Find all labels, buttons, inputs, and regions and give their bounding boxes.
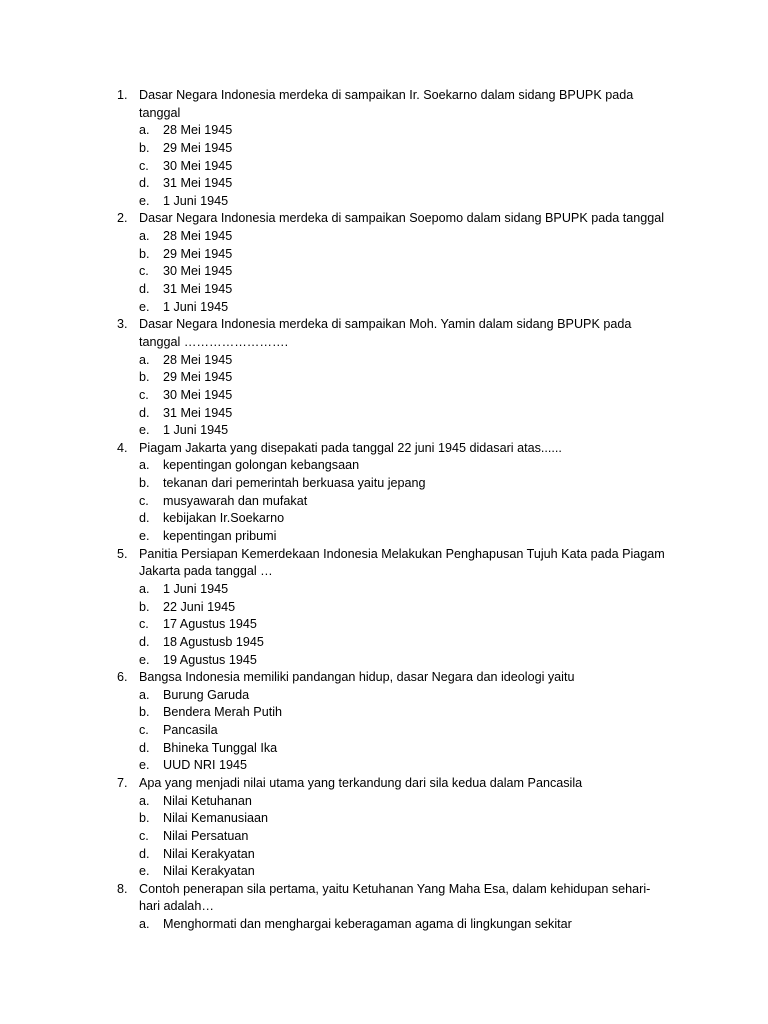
- answer-option: [0, 299, 768, 317]
- answer-option: [0, 193, 768, 211]
- option-letter: a.: [139, 352, 150, 367]
- option-letter: b.: [139, 140, 150, 155]
- answer-option: [0, 175, 768, 193]
- option-letter: c.: [139, 387, 149, 402]
- option-letter: b.: [139, 246, 150, 261]
- option-text: 30 Mei 1945: [163, 158, 233, 173]
- option-text: kepentingan golongan kebangsaan: [163, 458, 360, 473]
- question-text: Panitia Persiapan Kemerdekaan Indonesia Melakukan Penghapusan Tujuh Kata pada Piagam: [139, 546, 665, 561]
- option-letter: e.: [139, 529, 150, 544]
- option-text: 31 Mei 1945: [163, 405, 233, 420]
- question-item: [0, 87, 768, 210]
- question-number: 3.: [117, 317, 128, 332]
- question-line: [0, 881, 768, 899]
- option-text: 30 Mei 1945: [163, 387, 233, 402]
- option-letter: e.: [139, 652, 150, 667]
- question-text: Contoh penerapan sila pertama, yaitu Ketuhanan Yang Maha Esa, dalam kehidupan sehari-: [139, 881, 651, 896]
- question-number: 6.: [117, 670, 128, 685]
- option-text: kebijakan Ir.Soekarno: [163, 511, 285, 526]
- answer-option: [0, 846, 768, 864]
- answer-option: [0, 616, 768, 634]
- option-letter: d.: [139, 405, 150, 420]
- answer-option: [0, 828, 768, 846]
- question-text: Apa yang menjadi nilai utama yang terkandung dari sila kedua dalam Pancasila: [139, 775, 583, 790]
- option-text: Nilai Kemanusiaan: [163, 811, 269, 826]
- question-text: Dasar Negara Indonesia merdeka di sampaikan Ir. Soekarno dalam sidang BPUPK pada: [139, 88, 634, 102]
- question-line: [0, 775, 768, 793]
- question-line: [0, 440, 768, 458]
- option-text: 31 Mei 1945: [163, 282, 233, 297]
- option-letter: a.: [139, 581, 150, 596]
- question-text: Dasar Negara Indonesia merdeka di sampaikan Soepomo dalam sidang BPUPK pada tanggal: [139, 211, 665, 226]
- answer-option: [0, 599, 768, 617]
- question-text: hari adalah…: [139, 899, 214, 914]
- option-letter: b.: [139, 811, 150, 826]
- option-letter: c.: [139, 617, 149, 632]
- answer-option: [0, 722, 768, 740]
- question-item: [0, 546, 768, 669]
- question-line: [0, 210, 768, 228]
- option-text: 29 Mei 1945: [163, 140, 233, 155]
- question-item: [0, 669, 768, 775]
- question-line: [0, 87, 768, 105]
- answer-option: [0, 387, 768, 405]
- answer-option: [0, 369, 768, 387]
- question-number: 5.: [117, 546, 128, 561]
- option-letter: a.: [139, 123, 150, 138]
- question-number: 2.: [117, 211, 128, 226]
- option-letter: c.: [139, 158, 149, 173]
- option-letter: c.: [139, 264, 149, 279]
- question-line: [0, 898, 768, 916]
- answer-option: [0, 652, 768, 670]
- option-text: 31 Mei 1945: [163, 176, 233, 191]
- option-text: UUD NRI 1945: [163, 758, 247, 773]
- option-letter: a.: [139, 793, 150, 808]
- question-line: [0, 105, 768, 123]
- answer-option: [0, 510, 768, 528]
- answer-option: [0, 228, 768, 246]
- option-text: kepentingan pribumi: [163, 529, 277, 544]
- question-line: [0, 669, 768, 687]
- question-number: 1.: [117, 88, 128, 102]
- answer-option: [0, 740, 768, 758]
- answer-option: [0, 528, 768, 546]
- answer-option: [0, 863, 768, 881]
- option-letter: d.: [139, 176, 150, 191]
- option-letter: e.: [139, 193, 150, 208]
- option-letter: a.: [139, 917, 150, 932]
- answer-option: [0, 493, 768, 511]
- option-letter: e.: [139, 864, 150, 879]
- answer-option: [0, 810, 768, 828]
- question-line: [0, 334, 768, 352]
- option-text: Nilai Ketuhanan: [163, 793, 252, 808]
- option-text: Nilai Kerakyatan: [163, 864, 255, 879]
- option-letter: a.: [139, 687, 150, 702]
- option-letter: a.: [139, 458, 150, 473]
- option-text: Bendera Merah Putih: [163, 705, 283, 720]
- answer-option: [0, 457, 768, 475]
- answer-option: [0, 581, 768, 599]
- option-letter: d.: [139, 282, 150, 297]
- option-text: Nilai Kerakyatan: [163, 846, 255, 861]
- answer-option: [0, 122, 768, 140]
- question-line: [0, 563, 768, 581]
- question-number: 4.: [117, 440, 128, 455]
- question-number: 7.: [117, 775, 128, 790]
- option-text: 28 Mei 1945: [163, 123, 233, 138]
- option-text: 22 Juni 1945: [163, 599, 236, 614]
- option-letter: c.: [139, 493, 149, 508]
- question-text: tanggal: [139, 105, 181, 120]
- option-letter: d.: [139, 846, 150, 861]
- option-text: Bhineka Tunggal Ika: [163, 740, 278, 755]
- question-text: Bangsa Indonesia memiliki pandangan hidup, dasar Negara dan ideologi yaitu: [139, 670, 575, 685]
- question-number: 8.: [117, 881, 128, 896]
- option-letter: b.: [139, 599, 150, 614]
- question-line: [0, 316, 768, 334]
- option-text: Nilai Persatuan: [163, 828, 249, 843]
- answer-option: [0, 687, 768, 705]
- option-text: 28 Mei 1945: [163, 352, 233, 367]
- question-text: Piagam Jakarta yang disepakati pada tanggal 22 juni 1945 didasari atas......: [139, 440, 562, 455]
- option-text: 1 Juni 1945: [163, 581, 229, 596]
- option-letter: b.: [139, 370, 150, 385]
- option-text: Burung Garuda: [163, 687, 250, 702]
- question-item: [0, 881, 768, 934]
- answer-option: [0, 246, 768, 264]
- option-letter: d.: [139, 634, 150, 649]
- option-letter: b.: [139, 476, 150, 491]
- option-letter: c.: [139, 723, 149, 738]
- option-text: 30 Mei 1945: [163, 264, 233, 279]
- option-text: Menghormati dan menghargai keberagaman agama di lingkungan sekitar: [163, 917, 572, 932]
- option-text: 18 Agustusb 1945: [163, 634, 264, 649]
- answer-option: [0, 263, 768, 281]
- answer-option: [0, 475, 768, 493]
- question-text: tanggal …………………….: [139, 334, 289, 349]
- answer-option: [0, 793, 768, 811]
- question-item: [0, 440, 768, 546]
- question-item: [0, 316, 768, 439]
- answer-option: [0, 140, 768, 158]
- question-text: Dasar Negara Indonesia merdeka di sampaikan Moh. Yamin dalam sidang BPUPK pada: [139, 317, 632, 332]
- option-letter: b.: [139, 705, 150, 720]
- option-letter: a.: [139, 229, 150, 244]
- question-line: [0, 546, 768, 564]
- option-text: 1 Juni 1945: [163, 193, 229, 208]
- option-text: tekanan dari pemerintah berkuasa yaitu jepang: [163, 476, 426, 491]
- option-text: 1 Juni 1945: [163, 423, 229, 438]
- option-letter: e.: [139, 758, 150, 773]
- answer-option: [0, 158, 768, 176]
- option-text: 17 Agustus 1945: [163, 617, 257, 632]
- option-letter: c.: [139, 828, 149, 843]
- question-item: [0, 775, 768, 881]
- answer-option: [0, 281, 768, 299]
- question-list: [0, 87, 768, 934]
- option-letter: d.: [139, 511, 150, 526]
- option-text: 29 Mei 1945: [163, 246, 233, 261]
- option-text: 1 Juni 1945: [163, 299, 229, 314]
- option-text: 29 Mei 1945: [163, 370, 233, 385]
- option-text: 28 Mei 1945: [163, 229, 233, 244]
- option-letter: e.: [139, 299, 150, 314]
- option-letter: d.: [139, 740, 150, 755]
- answer-option: [0, 634, 768, 652]
- answer-option: [0, 757, 768, 775]
- option-letter: e.: [139, 423, 150, 438]
- answer-option: [0, 405, 768, 423]
- answer-option: [0, 704, 768, 722]
- option-text: 19 Agustus 1945: [163, 652, 257, 667]
- option-text: musyawarah dan mufakat: [163, 493, 308, 508]
- option-text: Pancasila: [163, 723, 218, 738]
- question-item: [0, 210, 768, 316]
- answer-option: [0, 422, 768, 440]
- answer-option: [0, 352, 768, 370]
- answer-option: [0, 916, 768, 934]
- question-text: Jakarta pada tanggal …: [139, 564, 273, 579]
